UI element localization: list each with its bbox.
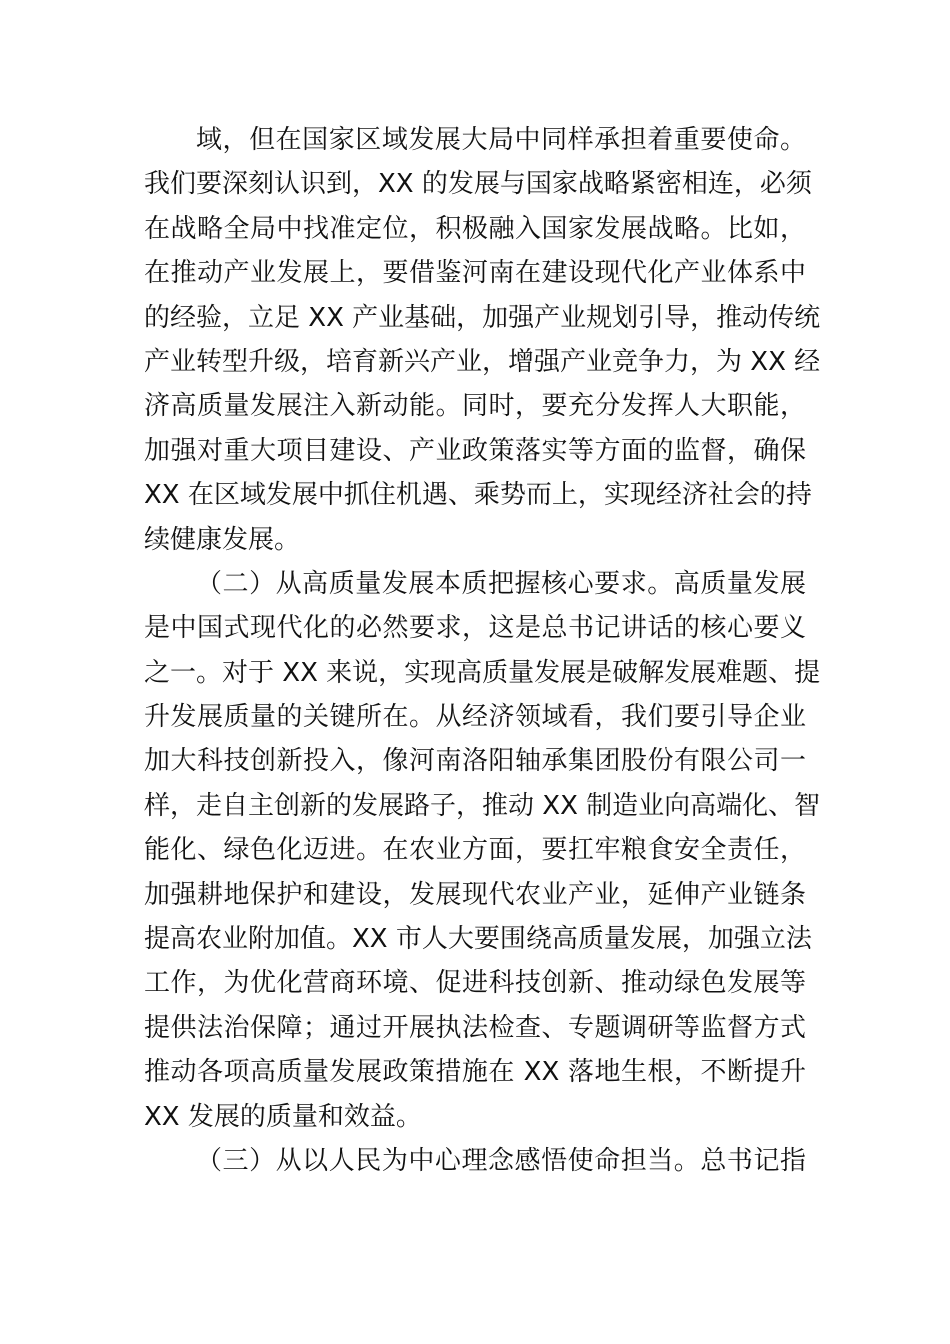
text-line: 能化、绿色化迈进。在农业方面，要扛牢粮食安全责任，: [144, 835, 806, 866]
section-heading-line: （三）从以人民为中心理念感悟使命担当。总书记指: [196, 1145, 806, 1176]
text-line: 提供法治保障；通过开展执法检查、专题调研等监督方式: [144, 1012, 806, 1043]
text-line: 提高农业附加值。XX 市人大要围绕高质量发展，加强立法: [144, 924, 812, 955]
text-line: 升发展质量的关键所在。从经济领域看，我们要引导企业: [144, 702, 806, 733]
text-line: 工作，为优化营商环境、促进科技创新、推动绿色发展等: [144, 968, 806, 999]
section-heading-line: （二）从高质量发展本质把握核心要求。高质量发展: [196, 568, 806, 599]
text-line: 是中国式现代化的必然要求，这是总书记讲话的核心要义: [144, 613, 806, 644]
text-line: 域，但在国家区域发展大局中同样承担着重要使命。: [196, 125, 806, 155]
text-line: 之一。对于 XX 来说，实现高质量发展是破解发展难题、提: [144, 657, 821, 688]
text-line: 产业转型升级，培育新兴产业，增强产业竞争力，为 XX 经: [144, 346, 821, 377]
document-body: [144, 118, 821, 1183]
text-line: 加强耕地保护和建设，发展现代农业产业，延伸产业链条: [144, 879, 806, 910]
text-line: 我们要深刻认识到，XX 的发展与国家战略紧密相连，必须: [144, 169, 812, 200]
text-line: XX 在区域发展中抓住机遇、乘势而上，实现经济社会的持: [144, 480, 812, 511]
text-line: 济高质量发展注入新动能。同时，要充分发挥人大职能，: [144, 391, 806, 422]
text-line: 在推动产业发展上，要借鉴河南在建设现代化产业体系中: [144, 258, 806, 289]
text-line: 加大科技创新投入，像河南洛阳轴承集团股份有限公司一: [144, 746, 806, 777]
text-line: 在战略全局中找准定位，积极融入国家发展战略。比如，: [144, 213, 806, 244]
text-line: 样，走自主创新的发展路子，推动 XX 制造业向高端化、智: [144, 790, 821, 821]
text-line: 的经验，立足 XX 产业基础，加强产业规划引导，推动传统: [144, 302, 821, 333]
text-line: 续健康发展。: [144, 524, 301, 555]
text-line: XX 发展的质量和效益。: [144, 1101, 422, 1132]
text-line: 加强对重大项目建设、产业政策落实等方面的监督，确保: [144, 435, 806, 466]
text-line: 推动各项高质量发展政策措施在 XX 落地生根，不断提升: [144, 1057, 806, 1088]
